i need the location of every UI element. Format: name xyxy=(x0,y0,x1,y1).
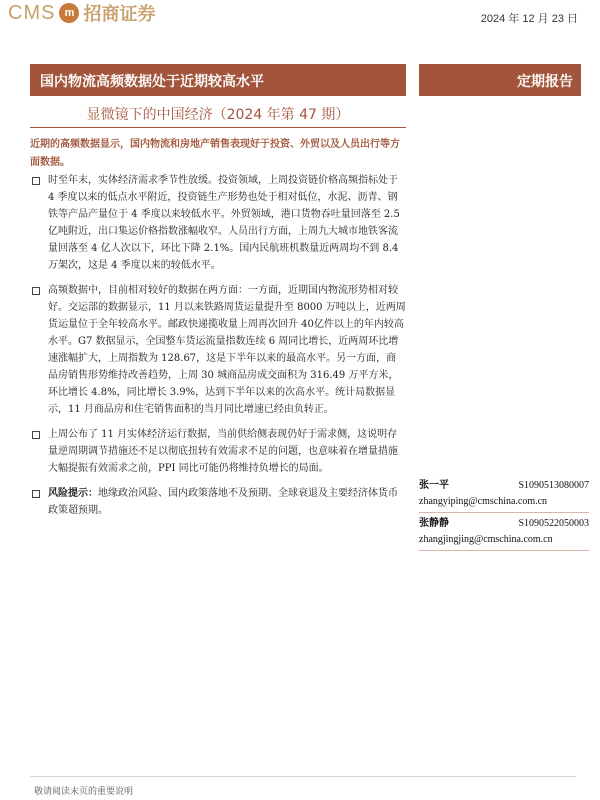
author-license: S1090522050003 xyxy=(518,518,589,529)
square-bullet-icon xyxy=(32,431,40,439)
bullet-text: 时至年末，实体经济需求季节性放缓。投资领域，上周投资链价格高频指标处于 4 季度以来的低点水平附近，投资链生产形势也处于相对低位，水泥、沥青、钢铁等产品产量位于 4 季度以来较低水平。外贸领域，港口货物吞吐量回落至 2.5 亿吨附近，出口集运价格指数涨幅收窄。人员出行方面，上周九大城市地铁客流量回落至 4 亿人次以下，环比下降 2.1%。国内民航班机数量近两周均不到 8.4 万架次，这是 4 季度以来的较低水平。 xyxy=(48,175,400,271)
square-bullet-icon xyxy=(32,490,40,498)
risk-label: 风险提示： xyxy=(48,488,98,499)
logo-latin: CMS xyxy=(8,1,56,24)
square-bullet-icon xyxy=(32,287,40,295)
bullet-text: 上周公布了 11 月实体经济运行数据，当前供给侧表现仍好于需求侧，这说明存量逆周期调节措施还不足以彻底扭转有效需求不足的问题，也意味着在增量措施大幅提振有效需求之前，PPI 同比可能仍将维持负增长的局面。 xyxy=(48,429,398,474)
report-subtitle: 显微镜下的中国经济（2024 年第 47 期） xyxy=(86,107,350,123)
square-bullet-icon xyxy=(32,177,40,185)
author-row xyxy=(419,478,589,494)
author-email[interactable]: zhangyiping@cmschina.com.cn xyxy=(419,496,548,507)
report-date: 2024 年 12 月 23 日 xyxy=(480,13,578,25)
page-header xyxy=(0,0,600,40)
author-license: S1090513080007 xyxy=(518,480,589,491)
bullet-text: 地缘政治风险、国内政策落地不及预期、全球衰退及主要经济体货币政策超预期。 xyxy=(48,488,398,516)
footer-divider xyxy=(30,776,576,777)
summary-paragraph: 近期的高频数据显示，国内物流和房地产销售表现好于投资、外贸以及人员出行等方面数据。 xyxy=(30,139,400,168)
author-name: 张一平 xyxy=(419,480,449,491)
report-type: 定期报告 xyxy=(517,74,573,90)
bullet-item xyxy=(30,282,406,418)
bullet-item xyxy=(30,485,406,519)
bullet-list xyxy=(30,172,406,527)
author-block xyxy=(419,478,589,554)
author-name: 张静静 xyxy=(419,518,449,529)
subtitle-divider xyxy=(30,127,406,128)
logo-chinese: 招商证券 xyxy=(83,4,156,25)
logo-mark-letter: m xyxy=(64,7,75,19)
footer-disclaimer: 敬请阅读末页的重要说明 xyxy=(34,787,134,797)
author-divider xyxy=(419,512,589,513)
author-divider xyxy=(419,550,589,551)
author-email[interactable]: zhangjingjing@cmschina.com.cn xyxy=(419,534,553,545)
logo-mark-icon xyxy=(59,3,79,23)
bullet-text: 高频数据中，目前相对较好的数据在两方面：一方面，近期国内物流形势相对较好。交运部的数据显示，11 月以来铁路周货运量提升至 8000 万吨以上，近两周货运量位于全年较高水平。邮政快递揽收量上周再次回升 40亿件以上的年内较高水平。G7 数据显示，全国整车货运流量指数连续 6 周同比增长，近两周环比增速涨幅扩大，上周指数为 128.67，这是下半年以来的最高水平。另一方面，商品房销售形势维持改善趋势，上周 30 城商品房成交面积为 316.49 万平方米，环比增长 4.8%，同比增长 3.9%，达到下半年以来的次高水平。统计局数据显示，11 月商品房和住宅销售面积的当月同比增速已经由负转正。 xyxy=(48,285,406,415)
report-title: 国内物流高频数据处于近期较高水平 xyxy=(40,74,264,90)
bullet-item xyxy=(30,426,406,477)
bullet-item xyxy=(30,172,406,274)
author-row xyxy=(419,516,589,532)
company-logo xyxy=(8,0,155,26)
report-title-bar xyxy=(30,64,406,96)
report-type-bar xyxy=(419,64,581,96)
